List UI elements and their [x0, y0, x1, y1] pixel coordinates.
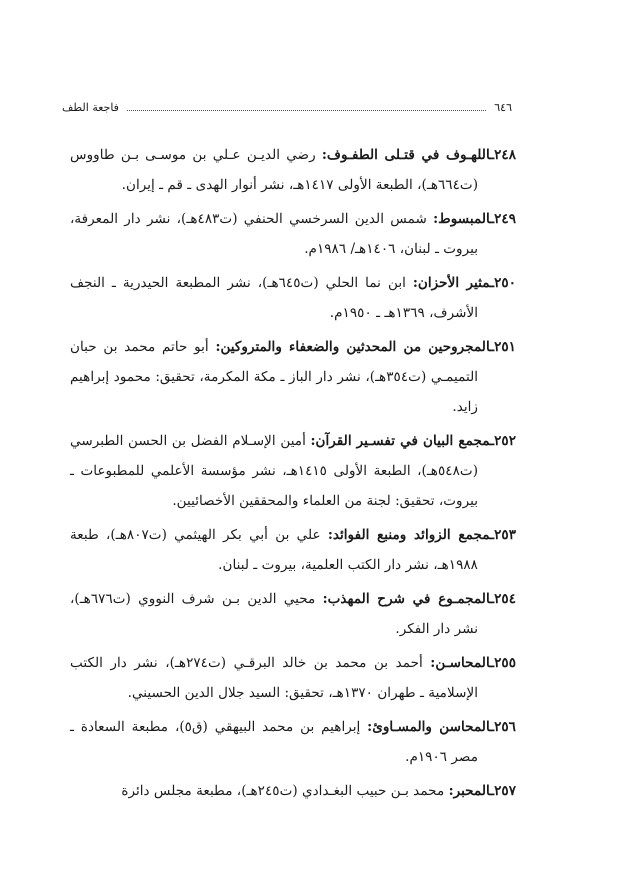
- running-title: فاجعة الطف: [62, 100, 119, 114]
- entry-number: ٢٥٠ـ: [490, 275, 516, 291]
- header-dotted-leader: [127, 110, 486, 111]
- entry-details: إبراهيم بن محمد البيهقي (ق٥)، مطبعة السعادة ـ مصر ١٩٠٦م.: [70, 719, 478, 765]
- running-header: [62, 97, 512, 117]
- entry-number: ٢٥٣ـ: [490, 527, 516, 543]
- entry-details: أحمد بن محمد بن خالد البرقـي (ت٢٧٤هـ)، نشر دار الكتب الإسلامية ـ طهران ١٣٧٠هـ، تحقيق: السيد جلال الدين الحسيني.: [70, 655, 478, 701]
- entry-title: مجمع الزوائد ومنبع الفوائد:: [327, 527, 491, 543]
- entry-details: ابن نما الحلي (ت٦٤٥هـ)، نشر المطبعة الحيدرية ـ النجف الأشرف، ١٣٦٩هـ ـ ١٩٥٠م.: [70, 275, 478, 321]
- entry-title: اللهـوف في قتـلى الطفـوف:: [321, 147, 491, 163]
- entry-title: مثير الأحزان:: [412, 275, 491, 291]
- bibliography-entry: [70, 332, 516, 422]
- entry-details: رضي الديـن عـلي بن موسـى بـن طاووس (ت٦٦٤هـ)، الطبعة الأولى ١٤١٧هـ، نشر أنوار الهدى ـ قم ـ إيران.: [70, 147, 478, 193]
- entry-number: ٢٥٧ـ: [490, 783, 516, 799]
- entry-details: شمس الدين السرخسي الحنفي (ت٤٨٣هـ)، نشر دار المعرفة، بيروت ـ لبنان، ١٤٠٦هـ/ ١٩٨٦م.: [70, 211, 478, 257]
- bibliography-entry: [70, 426, 516, 516]
- entry-number: ٢٥٥ـ: [490, 655, 516, 671]
- entry-title: المجروحين من المحدثين والضعفاء والمتروكين:: [215, 339, 491, 355]
- bibliography-list: [70, 140, 516, 810]
- entry-details: محيي الدين بـن شرف النووي (ت٦٧٦هـ)، نشر دار الفكر.: [70, 591, 478, 637]
- entry-number: ٢٥٦ـ: [490, 719, 516, 735]
- entry-number: ٢٥١ـ: [490, 339, 516, 355]
- entry-title: المحبر:: [448, 783, 491, 799]
- entry-title: المحاسـن:: [430, 655, 491, 671]
- entry-number: ٢٥٤ـ: [490, 591, 516, 607]
- entry-details: أمين الإسـلام الفضل بن الحسن الطبرسي (ت٥٤٨هـ)، الطبعة الأولى ١٤١٥هـ، نشر مؤسسة الأعلمي للمطبوعات ـ بيروت، تحقيق: لجنة من العلماء والمحققين الأخصائيين.: [70, 433, 478, 509]
- bibliography-entry: [70, 520, 516, 580]
- bibliography-entry: [70, 712, 516, 772]
- entry-number: ٢٤٨ـ: [490, 147, 516, 163]
- bibliography-entry: [70, 776, 516, 806]
- entry-details: أبو حاتم محمد بن حبان التميمـي (ت٣٥٤هـ)، نشر دار الباز ـ مكة المكرمة، تحقيق: محمود إبراهيم زايد.: [70, 339, 479, 415]
- entry-details: محمد بـن حبيب البغـدادي (ت٢٤٥هـ)، مطبعة مجلس دائرة: [121, 783, 449, 799]
- page-number: ٦٤٦: [494, 100, 512, 114]
- bibliography-entry: [70, 648, 516, 708]
- entry-title: المجمـوع في شرح المهذب:: [322, 591, 491, 607]
- entry-details: علي بن أبي بكر الهيثمي (ت٨٠٧هـ)، طبعة ١٩٨٨هـ، نشر دار الكتب العلمية، بيروت ـ لبنان.: [70, 527, 478, 573]
- entry-number: ٢٥٢ـ: [490, 433, 516, 449]
- entry-number: ٢٤٩ـ: [490, 211, 516, 227]
- bibliography-entry: [70, 268, 516, 328]
- bibliography-entry: [70, 140, 516, 200]
- entry-title: المبسوط:: [433, 211, 491, 227]
- entry-title: مجمع البيان في تفسـير القرآن:: [310, 433, 491, 449]
- bibliography-entry: [70, 204, 516, 264]
- entry-title: المحاسن والمسـاوئ:: [367, 719, 491, 735]
- bibliography-entry: [70, 584, 516, 644]
